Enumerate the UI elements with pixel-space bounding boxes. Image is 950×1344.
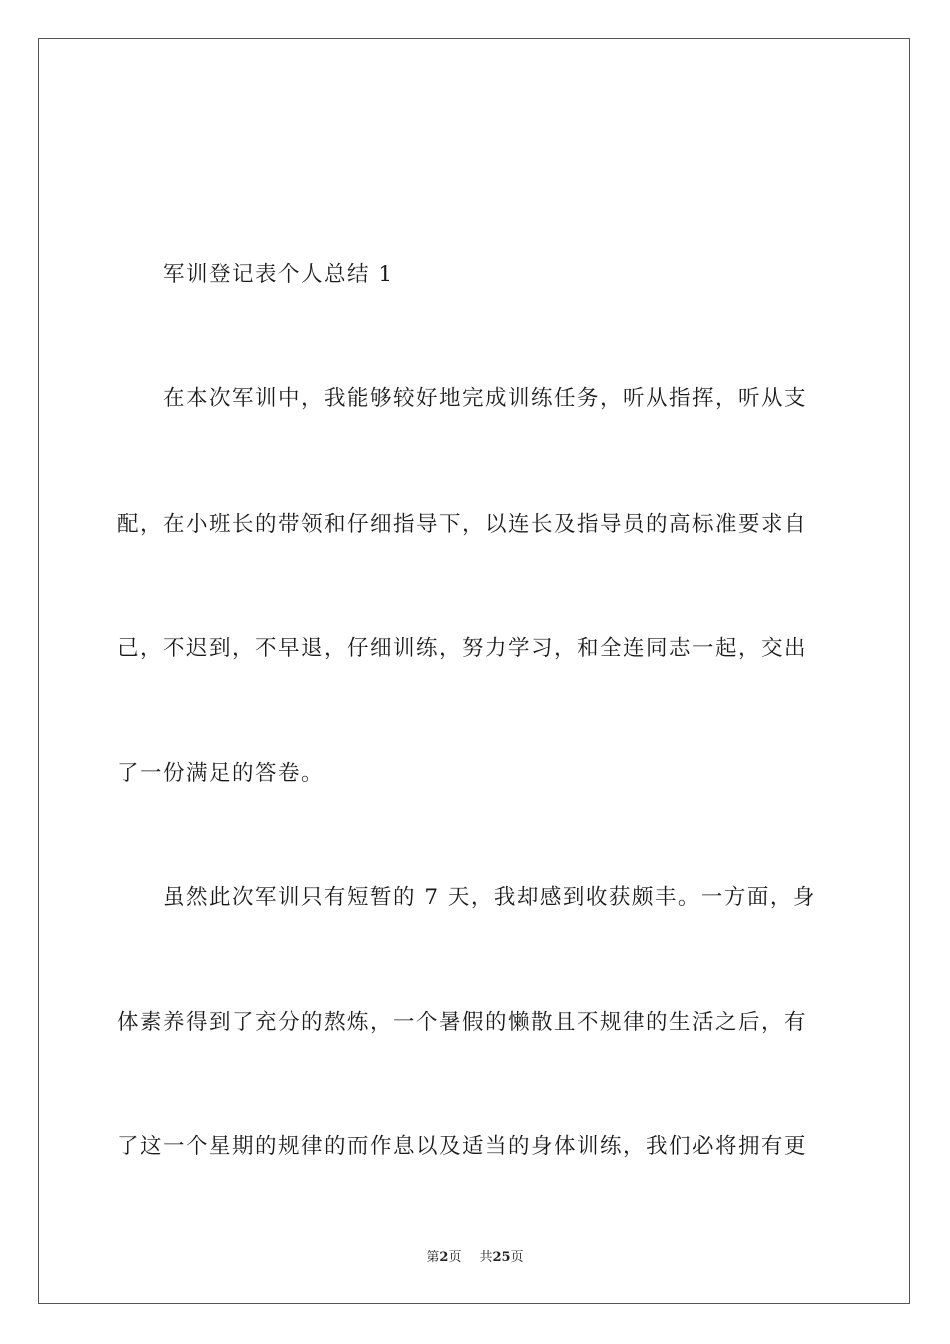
paragraph-2-line-3: 了这一个星期的规律的而作息以及适当的身体训练，我们必将拥有更 (117, 1134, 808, 1159)
footer-page-number: 2 (439, 1250, 449, 1265)
paragraph-2-line-2: 体素养得到了充分的熬炼，一个暑假的懒散且不规律的生活之后，有 (117, 1010, 808, 1035)
page-frame (38, 38, 910, 1304)
footer-total-prefix: 共 (479, 1250, 493, 1265)
paragraph-1-line-1: 在本次军训中，我能够较好地完成训练任务，听从指挥，听从支 (163, 386, 808, 411)
paragraph-2-line-1: 虽然此次军训只有短暂的 7 天，我却感到收获颇丰。一方面，身 (163, 885, 816, 910)
footer-prefix: 第 (426, 1250, 440, 1265)
page-footer (0, 1248, 950, 1268)
paragraph-1-line-2: 配，在小班长的带领和仔细指导下，以连长及指导员的高标准要求自 (117, 512, 808, 537)
document-title: 军训登记表个人总结 1 (163, 262, 394, 287)
paragraph-1-line-4: 了一份满足的答卷。 (117, 761, 325, 786)
footer-total-suffix: 页 (510, 1250, 524, 1265)
paragraph-1-line-3: 己，不迟到，不早退，仔细训练，努力学习，和全连同志一起，交出 (117, 636, 808, 661)
footer-page-suffix: 页 (448, 1250, 462, 1265)
footer-total-pages: 25 (492, 1250, 511, 1265)
